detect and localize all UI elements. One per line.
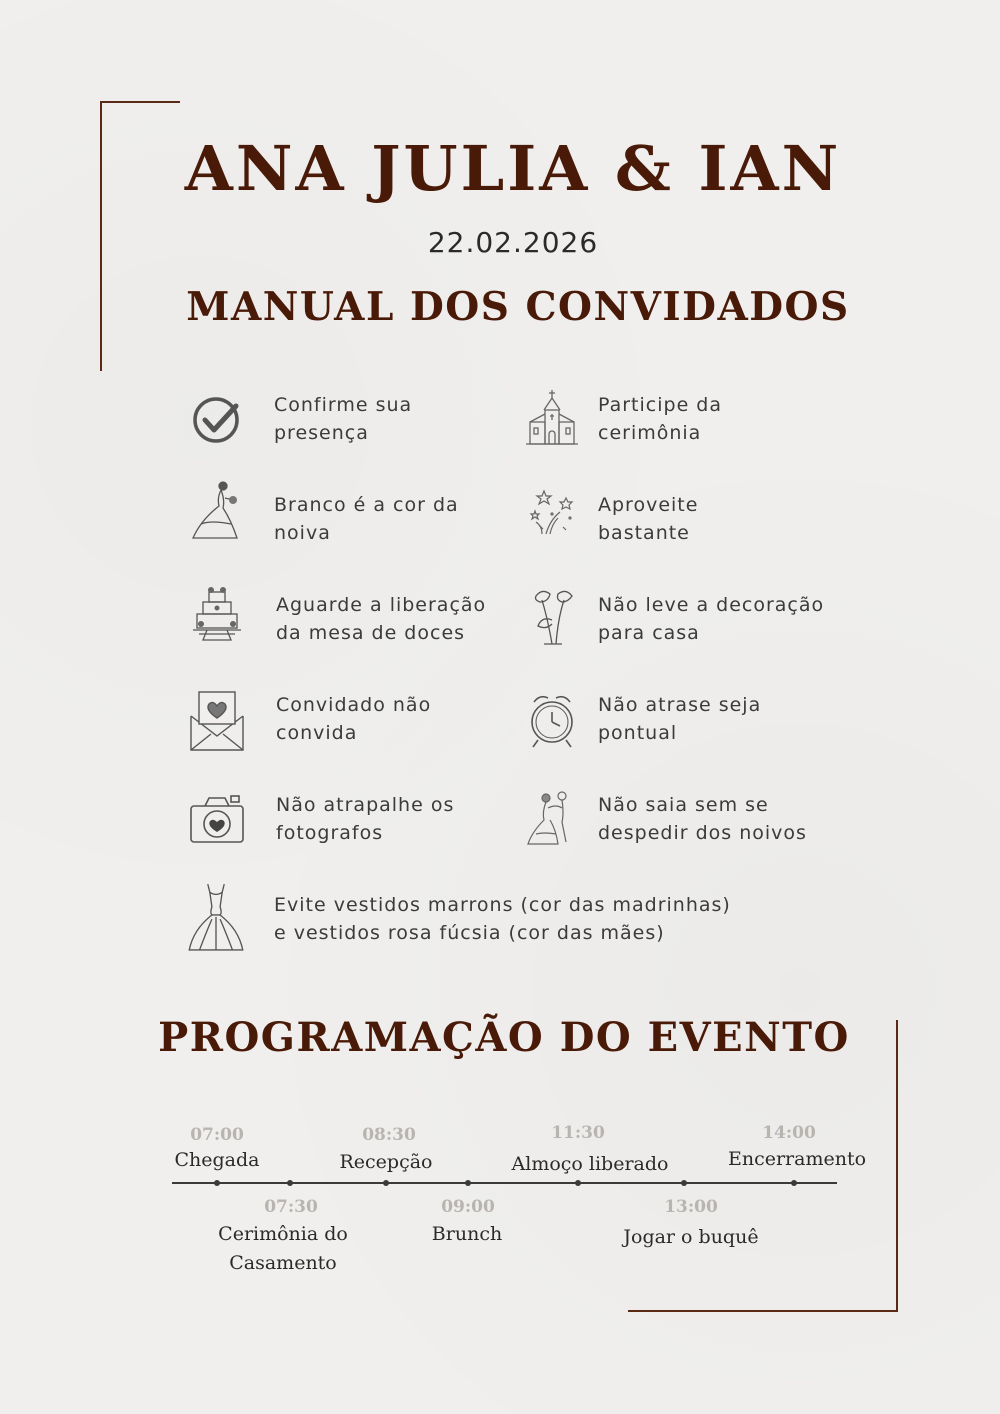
event-label: Brunch bbox=[431, 1223, 503, 1245]
timeline-dot bbox=[575, 1180, 581, 1186]
rule-text: Aguarde a liberação da mesa de doces bbox=[276, 594, 487, 644]
dancing-couple-icon bbox=[522, 786, 582, 850]
timeline-dot bbox=[681, 1180, 687, 1186]
dress-icon bbox=[185, 880, 247, 952]
frame-corner-bottom-right bbox=[628, 1310, 898, 1312]
event-label: Chegada bbox=[174, 1149, 260, 1171]
fireworks-icon bbox=[522, 484, 582, 548]
frame-corner-bottom-right-vertical bbox=[896, 1020, 898, 1312]
rule-text: Participe da cerimônia bbox=[598, 394, 723, 444]
event-time: 08:30 bbox=[362, 1125, 416, 1145]
rule-text: Evite vestidos marrons (cor das madrinhas) e vestidos rosa fúcsia (cor das mães) bbox=[274, 894, 731, 944]
rule-text: Aproveite bastante bbox=[598, 494, 699, 544]
rule-text: Não saia sem se despedir dos noivos bbox=[598, 794, 807, 844]
rule-text: Não leve a decoração para casa bbox=[598, 594, 825, 644]
event-time: 09:00 bbox=[441, 1197, 495, 1217]
timeline-dot bbox=[465, 1180, 471, 1186]
rule-text: Convidado não convida bbox=[276, 694, 432, 744]
event-time: 14:00 bbox=[762, 1123, 816, 1143]
flower-decoration-icon bbox=[522, 584, 582, 648]
camera-heart-icon bbox=[187, 788, 247, 852]
event-time: 07:00 bbox=[190, 1125, 244, 1145]
alarm-clock-icon bbox=[522, 688, 582, 752]
timeline-dot bbox=[383, 1180, 389, 1186]
bride-icon bbox=[187, 478, 247, 542]
event-label: Encerramento bbox=[727, 1148, 867, 1170]
wedding-date: 22.02.2026 bbox=[427, 226, 599, 259]
event-time: 07:30 bbox=[264, 1197, 318, 1217]
timeline-dot bbox=[214, 1180, 220, 1186]
event-label: Cerimônia do Casamento bbox=[218, 1223, 348, 1274]
rule-text: Não atrase seja pontual bbox=[598, 694, 762, 744]
rule-text: Não atrapalhe os fotografos bbox=[276, 794, 455, 844]
frame-corner-top-left bbox=[100, 101, 180, 103]
event-label: Almoço liberado bbox=[511, 1153, 669, 1175]
program-title: PROGRAMAÇÃO DO EVENTO bbox=[158, 1014, 850, 1061]
timeline-dot bbox=[287, 1180, 293, 1186]
wedding-cake-icon bbox=[187, 582, 247, 646]
checkmark-circle-icon bbox=[187, 388, 247, 452]
event-label: Jogar o buquê bbox=[623, 1226, 759, 1248]
event-time: 13:00 bbox=[664, 1197, 718, 1217]
guest-manual-title: MANUAL DOS CONVIDADOS bbox=[186, 284, 850, 330]
rule-text: Branco é a cor da noiva bbox=[274, 494, 459, 544]
church-icon bbox=[522, 388, 582, 452]
event-time: 11:30 bbox=[551, 1123, 605, 1143]
envelope-heart-icon bbox=[187, 688, 247, 752]
couple-names: ANA JULIA & IAN bbox=[184, 132, 842, 205]
event-label: Recepção bbox=[339, 1151, 433, 1173]
timeline-dot bbox=[791, 1180, 797, 1186]
timeline-axis bbox=[172, 1182, 837, 1184]
rule-text: Confirme sua presença bbox=[274, 394, 413, 444]
